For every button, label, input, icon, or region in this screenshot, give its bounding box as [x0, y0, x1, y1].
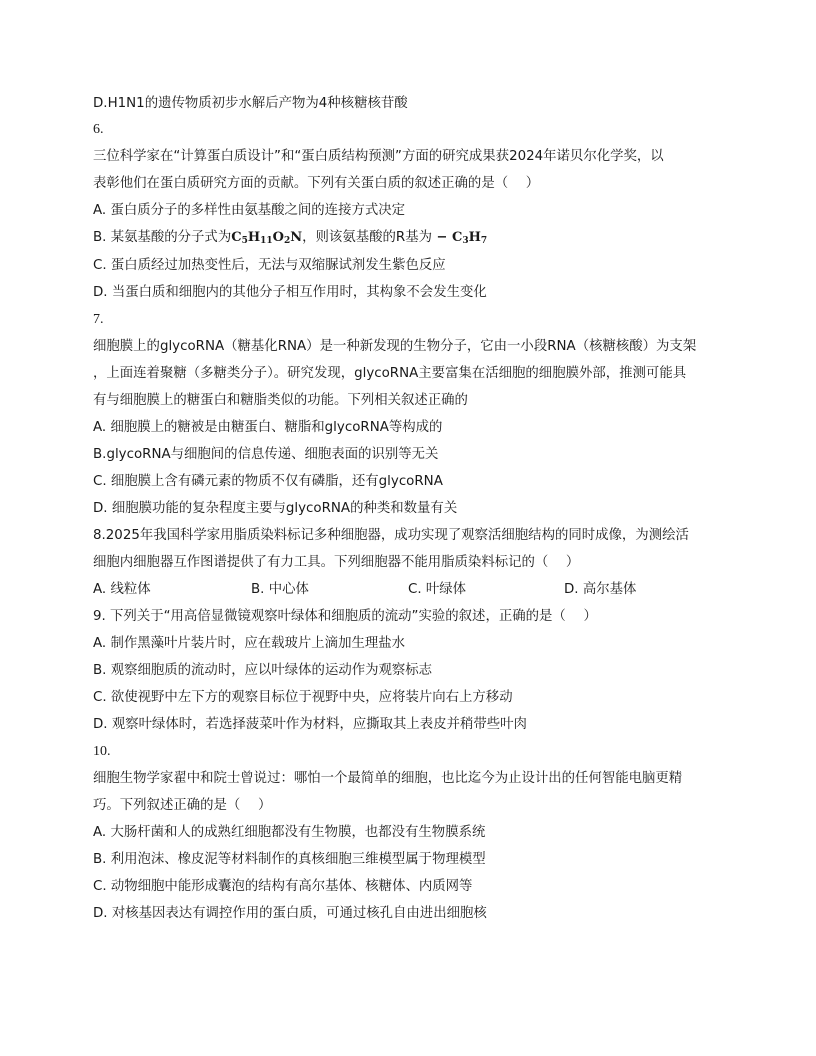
question-7-number: 7. [93, 312, 104, 327]
question-6-option-b [93, 229, 487, 247]
option-d-h1n1: D.H1N1的遗传物质初步水解后产物为4种核糖核苷酸 [93, 96, 408, 111]
question-6-option-d: D. 当蛋白质和细胞内的其他分子相互作用时，其构象不会发生变化 [93, 285, 487, 300]
question-7-option-b: B.glycoRNA与细胞间的信息传递、细胞表面的识别等无关 [93, 447, 439, 462]
amino-acid-formula: $C_5H_{11}O_2N$ [231, 230, 303, 246]
question-7-option-a: A. 细胞膜上的糖被是由糖蛋白、糖脂和glycoRNA等构成的 [93, 420, 443, 435]
question-9-stem: 9. 下列关于“用高倍显微镜观察叶绿体和细胞质的流动”实验的叙述，正确的是（ ） [93, 609, 597, 624]
question-9-option-a: A. 制作黑藻叶片装片时，应在载玻片上滴加生理盐水 [93, 636, 406, 651]
question-8-stem-line2: 细胞内细胞器互作图谱提供了有力工具。下列细胞器不能用脂质染料标记的（ ） [93, 555, 580, 570]
question-8-option-a: A. 线粒体 [93, 582, 151, 597]
r-group-formula: − $C_3H_7$ [436, 230, 488, 246]
question-10-number: 10. [93, 744, 111, 759]
question-9-option-b: B. 观察细胞质的流动时，应以叶绿体的运动作为观察标志 [93, 663, 433, 678]
question-6-stem-line1: 三位科学家在“计算蛋白质设计”和“蛋白质结构预测”方面的研究成果获2024年诺贝尔化学奖，以 [93, 149, 664, 164]
question-10-option-d: D. 对核基因表达有调控作用的蛋白质，可通过核孔自由进出细胞核 [93, 906, 487, 921]
question-7-stem-line2: ，上面连着聚糖（多糖类分子）。研究发现，glycoRNA主要富集在活细胞的细胞膜外部，推测可能具 [93, 366, 687, 381]
question-8-option-c: C. 叶绿体 [408, 582, 467, 597]
option-b-prefix: B. 某氨基酸的分子式为 [93, 230, 232, 245]
question-6-option-a: A. 蛋白质分子的多样性由氨基酸之间的连接方式决定 [93, 203, 406, 218]
question-7-stem-line1: 细胞膜上的glycoRNA（糖基化RNA）是一种新发现的生物分子，它由一小段RNA（核糖核酸）为支架 [93, 339, 697, 354]
option-b-middle: ，则该氨基酸的R基为 [302, 230, 432, 245]
question-10-option-b: B. 利用泡沫、橡皮泥等材料制作的真核细胞三维模型属于物理模型 [93, 852, 486, 867]
question-6-number: 6. [93, 122, 104, 137]
question-8-stem-line1: 8.2025年我国科学家用脂质染料标记多种细胞器，成功实现了观察活细胞结构的同时成像，为测绘活 [93, 528, 689, 543]
question-7-option-c: C. 细胞膜上含有磷元素的物质不仅有磷脂，还有glycoRNA [93, 474, 443, 489]
question-10-option-a: A. 大肠杆菌和人的成熟红细胞都没有生物膜，也都没有生物膜系统 [93, 825, 486, 840]
question-10-stem-line2: 巧。下列叙述正确的是（ ） [93, 798, 272, 813]
question-8-options-row [93, 581, 733, 599]
question-6-stem-line2: 表彰他们在蛋白质研究方面的贡献。下列有关蛋白质的叙述正确的是（ ） [93, 176, 540, 191]
question-10-stem-line1: 细胞生物学家翟中和院士曾说过：哪怕一个最简单的细胞，也比迄今为止设计出的任何智能电脑更精 [93, 771, 683, 786]
question-8-option-b: B. 中心体 [251, 582, 309, 597]
question-7-stem-line3: 有与细胞膜上的糖蛋白和糖脂类似的功能。下列相关叙述正确的 [93, 393, 468, 408]
question-9-option-d: D. 观察叶绿体时，若选择菠菜叶作为材料，应撕取其上表皮并稍带些叶肉 [93, 717, 527, 732]
question-6-option-c: C. 蛋白质经过加热变性后，无法与双缩脲试剂发生紫色反应 [93, 258, 446, 273]
question-7-option-d: D. 细胞膜功能的复杂程度主要与glycoRNA的种类和数量有关 [93, 501, 458, 516]
question-9-option-c: C. 欲使视野中左下方的观察目标位于视野中央，应将装片向右上方移动 [93, 690, 513, 705]
question-8-option-d: D. 高尔基体 [564, 582, 637, 597]
question-10-option-c: C. 动物细胞中能形成囊泡的结构有高尔基体、核糖体、内质网等 [93, 879, 473, 894]
